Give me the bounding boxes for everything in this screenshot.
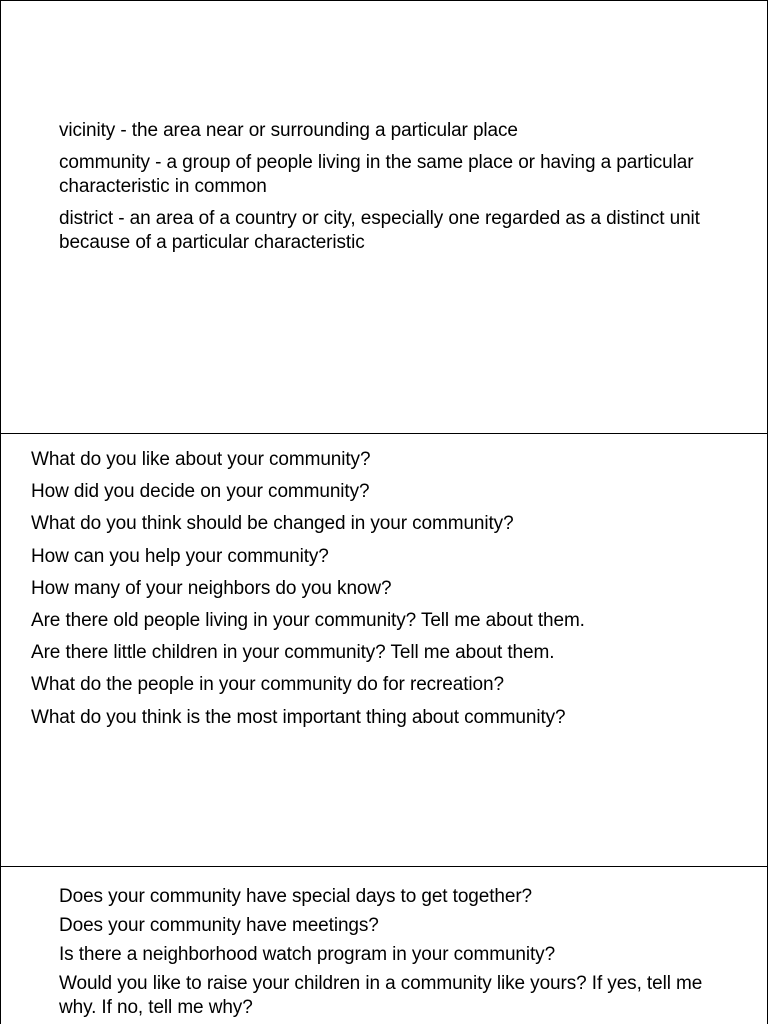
question-item: Would you like to raise your children in a community like yours? If yes, tell me why. If no, tell me why? (59, 973, 703, 1018)
question-item: How did you decide on your community? (31, 481, 370, 503)
definition-community: community - a group of people living in the same place or having a particular characteristic in common (59, 152, 694, 197)
question-item: Are there old people living in your community? Tell me about them. (31, 609, 585, 631)
slide-questions-1 (0, 433, 768, 867)
slide-definitions (0, 0, 768, 434)
question-item: Does your community have special days to get together? (59, 886, 533, 907)
question-list-1 (31, 448, 751, 730)
question-item: Are there little children in your community? Tell me about them. (31, 642, 555, 664)
slide-questions-2 (0, 866, 768, 1024)
question-item: How many of your neighbors do you know? (31, 577, 392, 599)
definitions-block (59, 119, 719, 263)
question-item: What do you think should be changed in your community? (31, 513, 514, 535)
question-item: What do you think is the most important thing about community? (31, 706, 566, 728)
question-item: How can you help your community? (31, 545, 329, 567)
definition-vicinity: vicinity - the area near or surrounding a particular place (59, 120, 518, 141)
questions-block-2 (59, 885, 739, 1024)
question-item: Does your community have meetings? (59, 915, 379, 936)
question-item: What do you like about your community? (31, 449, 371, 470)
question-item: Is there a neighborhood watch program in your community? (59, 944, 556, 965)
question-list-2 (59, 885, 739, 1020)
questions-block-1 (31, 448, 751, 738)
question-item: What do the people in your community do for recreation? (31, 674, 504, 696)
definition-district: district - an area of a country or city, especially one regarded as a distinct unit because of a particular characteristic (59, 208, 700, 253)
